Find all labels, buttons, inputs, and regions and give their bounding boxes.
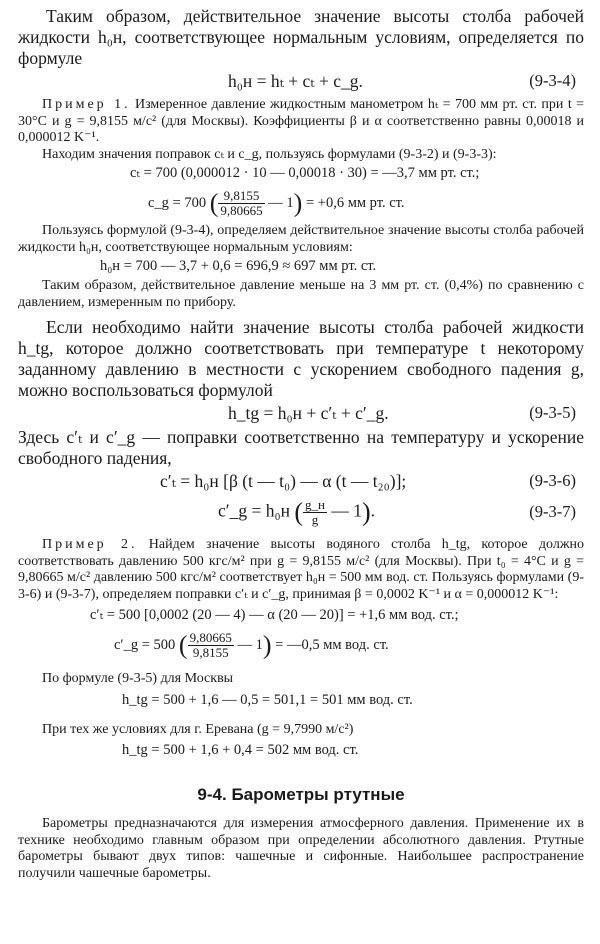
equation-body: h_tg = h₀н + c′ₜ + c′_g.	[228, 403, 389, 423]
denominator: 9,80665	[220, 203, 263, 218]
paragraph-barometers: Барометры предназначаются для измерения атмосферного давления. Применение их в технике необходимо главным образом при определении абсолютного давления. Ртутные барометры бывают двух типов: чашечные и сифонные. Наибольшее распространение получили чашечные барометры.	[18, 816, 584, 881]
equation-moscow	[18, 688, 584, 714]
equation-body: h_tg = 500 + 1,6 — 0,5 = 501,1 = 501 мм вод. ст.	[122, 691, 413, 708]
eq-rhs: = +0,6 мм рт. ст.	[305, 194, 405, 211]
equation-9-3-7: c′_g = h₀н ( $\frac{g\_н}{g}$ — 1). (9-3-7)	[218, 497, 576, 527]
example-label: Пример 1.	[42, 97, 131, 112]
eq-lhs: c′_g = h₀н	[218, 500, 290, 521]
example-label: Пример 2.	[42, 537, 138, 552]
eq-rest: — 1	[237, 636, 263, 653]
equation-9-3-4	[18, 69, 584, 95]
equation-h0n	[18, 256, 584, 278]
eq-end: .	[370, 500, 375, 521]
eq-lhs: c_g = 700	[148, 194, 207, 211]
paragraph-moscow: По формуле (9-3-5) для Москвы	[42, 671, 234, 686]
paragraph-here: Здесь c′ₜ и c′_g — поправки соответственно на температуру и ускорение свободного падения,	[18, 427, 584, 468]
paragraph-intro: Таким образом, действительное значение высоты столба рабочей жидкости h₀н, соответствующее нормальным условиям, определяется по формуле	[18, 6, 584, 68]
example-2	[18, 537, 584, 603]
equation-body: c′ₜ = 500 [0,0002 (20 — 4) — α (20 — 20)] = +1,6 мм вод. ст.;	[90, 607, 459, 623]
equation-number: (9-3-5)	[529, 403, 576, 422]
equation-body: h₀н = hₜ + cₜ + c_g.	[228, 71, 363, 91]
equation-number: (9-3-7)	[529, 502, 576, 521]
equation-9-3-5	[18, 401, 584, 427]
eq-rhs: = —0,5 мм вод. ст.	[275, 636, 389, 653]
example-1	[18, 97, 584, 147]
numerator: 9,8155	[218, 189, 264, 204]
equation-9-3-6	[18, 469, 584, 495]
fraction	[218, 189, 264, 218]
equation-ct	[18, 163, 584, 185]
eq-rest: — 1	[268, 194, 294, 211]
paragraph-using: Пользуясь формулой (9-3-4), определяем действительное значение высоты столба рабочей жидкости h₀н, соответствующее нормальным условиям:	[18, 223, 584, 255]
equation-body: cₜ = 700 (0,000012 · 10 — 0,00018 · 30) = —3,7 мм рт. ст.;	[130, 165, 480, 181]
numerator: 9,80665	[189, 630, 232, 645]
section-title: 9-4. Барометры ртутные	[197, 785, 405, 804]
equation-number: (9-3-6)	[529, 471, 576, 490]
fraction	[188, 631, 234, 660]
paragraph-thus: Таким образом, действительное давление меньше на 3 мм рт. ст. (0,4%) по сравнению с давлением, измеренным по прибору.	[18, 278, 584, 310]
fraction	[303, 498, 327, 527]
equation-body: c′ₜ = h₀н [β (t — t₀) — α (t — t₂₀)];	[160, 471, 407, 491]
eq-rest: — 1	[331, 500, 362, 521]
equation-cg2: c′_g = 500 ( $\frac{9,80665}{9,8155}$ — 1) = —0,5 мм вод. ст.	[114, 630, 389, 660]
equation-cg: c_g = 700 ( $\frac{9,8155}{9,80665}$ — 1) = +0,6 мм рт. ст.	[148, 188, 405, 218]
paragraph-if: Если необходимо найти значение высоты столба рабочей жидкости h_tg, которое должно соответствовать при температуре t некоторому заданному давлению в местности с ускорением свободного падения g, можно воспользоваться формулой	[18, 317, 584, 400]
equation-body: h₀н = 700 — 3,7 + 0,6 = 696,9 ≈ 697 мм рт. ст.	[100, 258, 377, 274]
denominator: 9,8155	[192, 645, 229, 660]
equation-ct2	[18, 603, 584, 627]
example-text: Найдем значение высоты водяного столба h_tg, которое должно соответствовать давлению 500 кгс/м² при g = 9,8155 м/с² (для Москвы). При t₀ = 4°C и g = 9,80665 м/с² давлению 500 кгс/м² соответствует h₀н = 500 мм вод. ст. Пользуясь формулами (9-3-6) и (9-3-7), определяем поправки c′ₜ и c′_g, принимая β = 0,0002 K⁻¹ и α = 0,000012 K⁻¹:	[18, 537, 585, 602]
equation-yerevan	[18, 738, 584, 764]
corrections-intro: Находим значения поправок cₜ и c_g, пользуясь формулами (9-3-2) и (9-3-3):	[42, 146, 497, 162]
numerator: g_н	[304, 497, 325, 512]
equation-number: (9-3-4)	[529, 71, 576, 90]
eq-lhs: c′_g = 500	[114, 636, 176, 653]
equation-body: h_tg = 500 + 1,6 + 0,4 = 502 мм вод. ст.	[122, 742, 359, 758]
paragraph-yerevan: При тех же условиях для г. Еревана (g = 9,7990 м/с²)	[42, 721, 354, 737]
example-text: Измеренное давление жидкостным манометром hₜ = 700 мм рт. ст. при t = 30°C и g = 9,8155 м/с² (для Москвы). Коэффициенты β и α соответственно равны 0,00018 и 0,000012 K⁻¹.	[18, 97, 584, 145]
denominator: g	[311, 512, 319, 527]
